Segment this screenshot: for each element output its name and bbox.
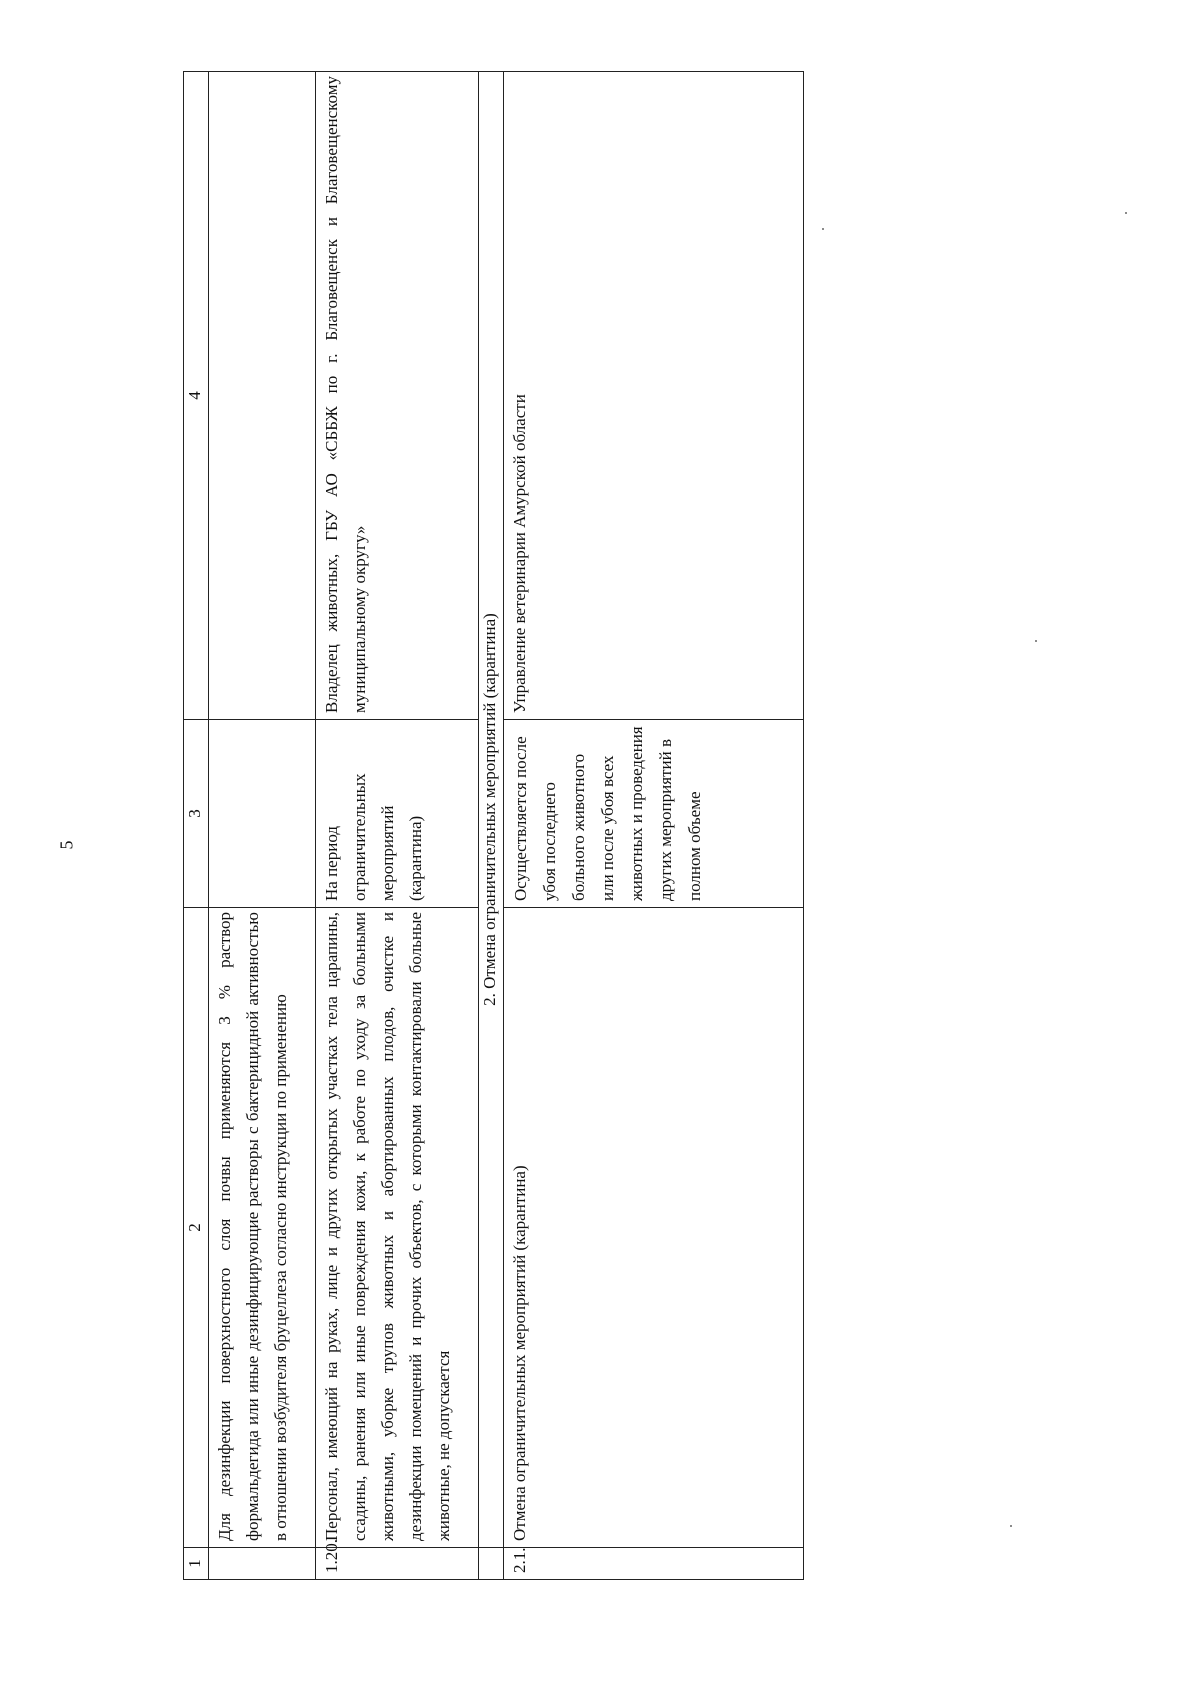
column-header-1: 1 xyxy=(184,1548,209,1580)
row-number: 1.20. xyxy=(316,1548,479,1580)
responsible-cell xyxy=(209,72,316,720)
measure-cell: Персонал, имеющий на руках, лице и других открытых участках тела царапины, ссадины, ранения или иные повреждения кожи, к работе по уходу за больными животными, уборке трупов животных и абортированных плодов, очистке и дезинфекции помещений и прочих объектов, с которыми контактировали больные животные, не допускается xyxy=(316,908,479,1548)
rotated-table-container xyxy=(183,72,806,1580)
term-cell: Осуществляется после убоя последнего больного животного или после убоя всех животных и проведения других мероприятий в полном объеме xyxy=(504,720,804,908)
measure-cell: Отмена ограничительных мероприятий (карантина) xyxy=(504,908,804,1548)
page-number: 5 xyxy=(56,840,77,850)
term-cell xyxy=(209,720,316,908)
table-row xyxy=(209,72,316,1580)
measure-cell: Для дезинфекции поверхностного слоя почвы применяются 3 % раствор формальдегида или иные дезинфицирующие растворы с бактерицидной активностью в отношении возбудителя бруцеллеза согласно инструкции по применению xyxy=(209,908,316,1548)
column-header-3: 3 xyxy=(184,720,209,908)
scan-speck xyxy=(822,228,824,230)
column-number-row xyxy=(184,72,209,1580)
table-row xyxy=(504,72,804,1580)
column-header-2: 2 xyxy=(184,908,209,1548)
responsible-cell: Управление ветеринарии Амурской области xyxy=(504,72,804,720)
row-number xyxy=(209,1548,316,1580)
section-title: 2. Отмена ограничительных мероприятий (карантина) xyxy=(479,72,504,1548)
scan-speck xyxy=(1125,212,1127,214)
term-cell: На период ограничительных мероприятий (карантина) xyxy=(316,720,479,908)
scan-speck xyxy=(1035,640,1037,642)
column-header-4: 4 xyxy=(184,72,209,720)
section-heading-row xyxy=(479,72,504,1580)
table-row xyxy=(316,72,479,1580)
row-number: 2.1. xyxy=(504,1548,804,1580)
responsible-cell: Владелец животных, ГБУ АО «СББЖ по г. Благовещенск и Благовещенскому муниципальному округу» xyxy=(316,72,479,720)
measures-table xyxy=(183,71,804,1580)
scan-speck xyxy=(1010,1525,1012,1527)
